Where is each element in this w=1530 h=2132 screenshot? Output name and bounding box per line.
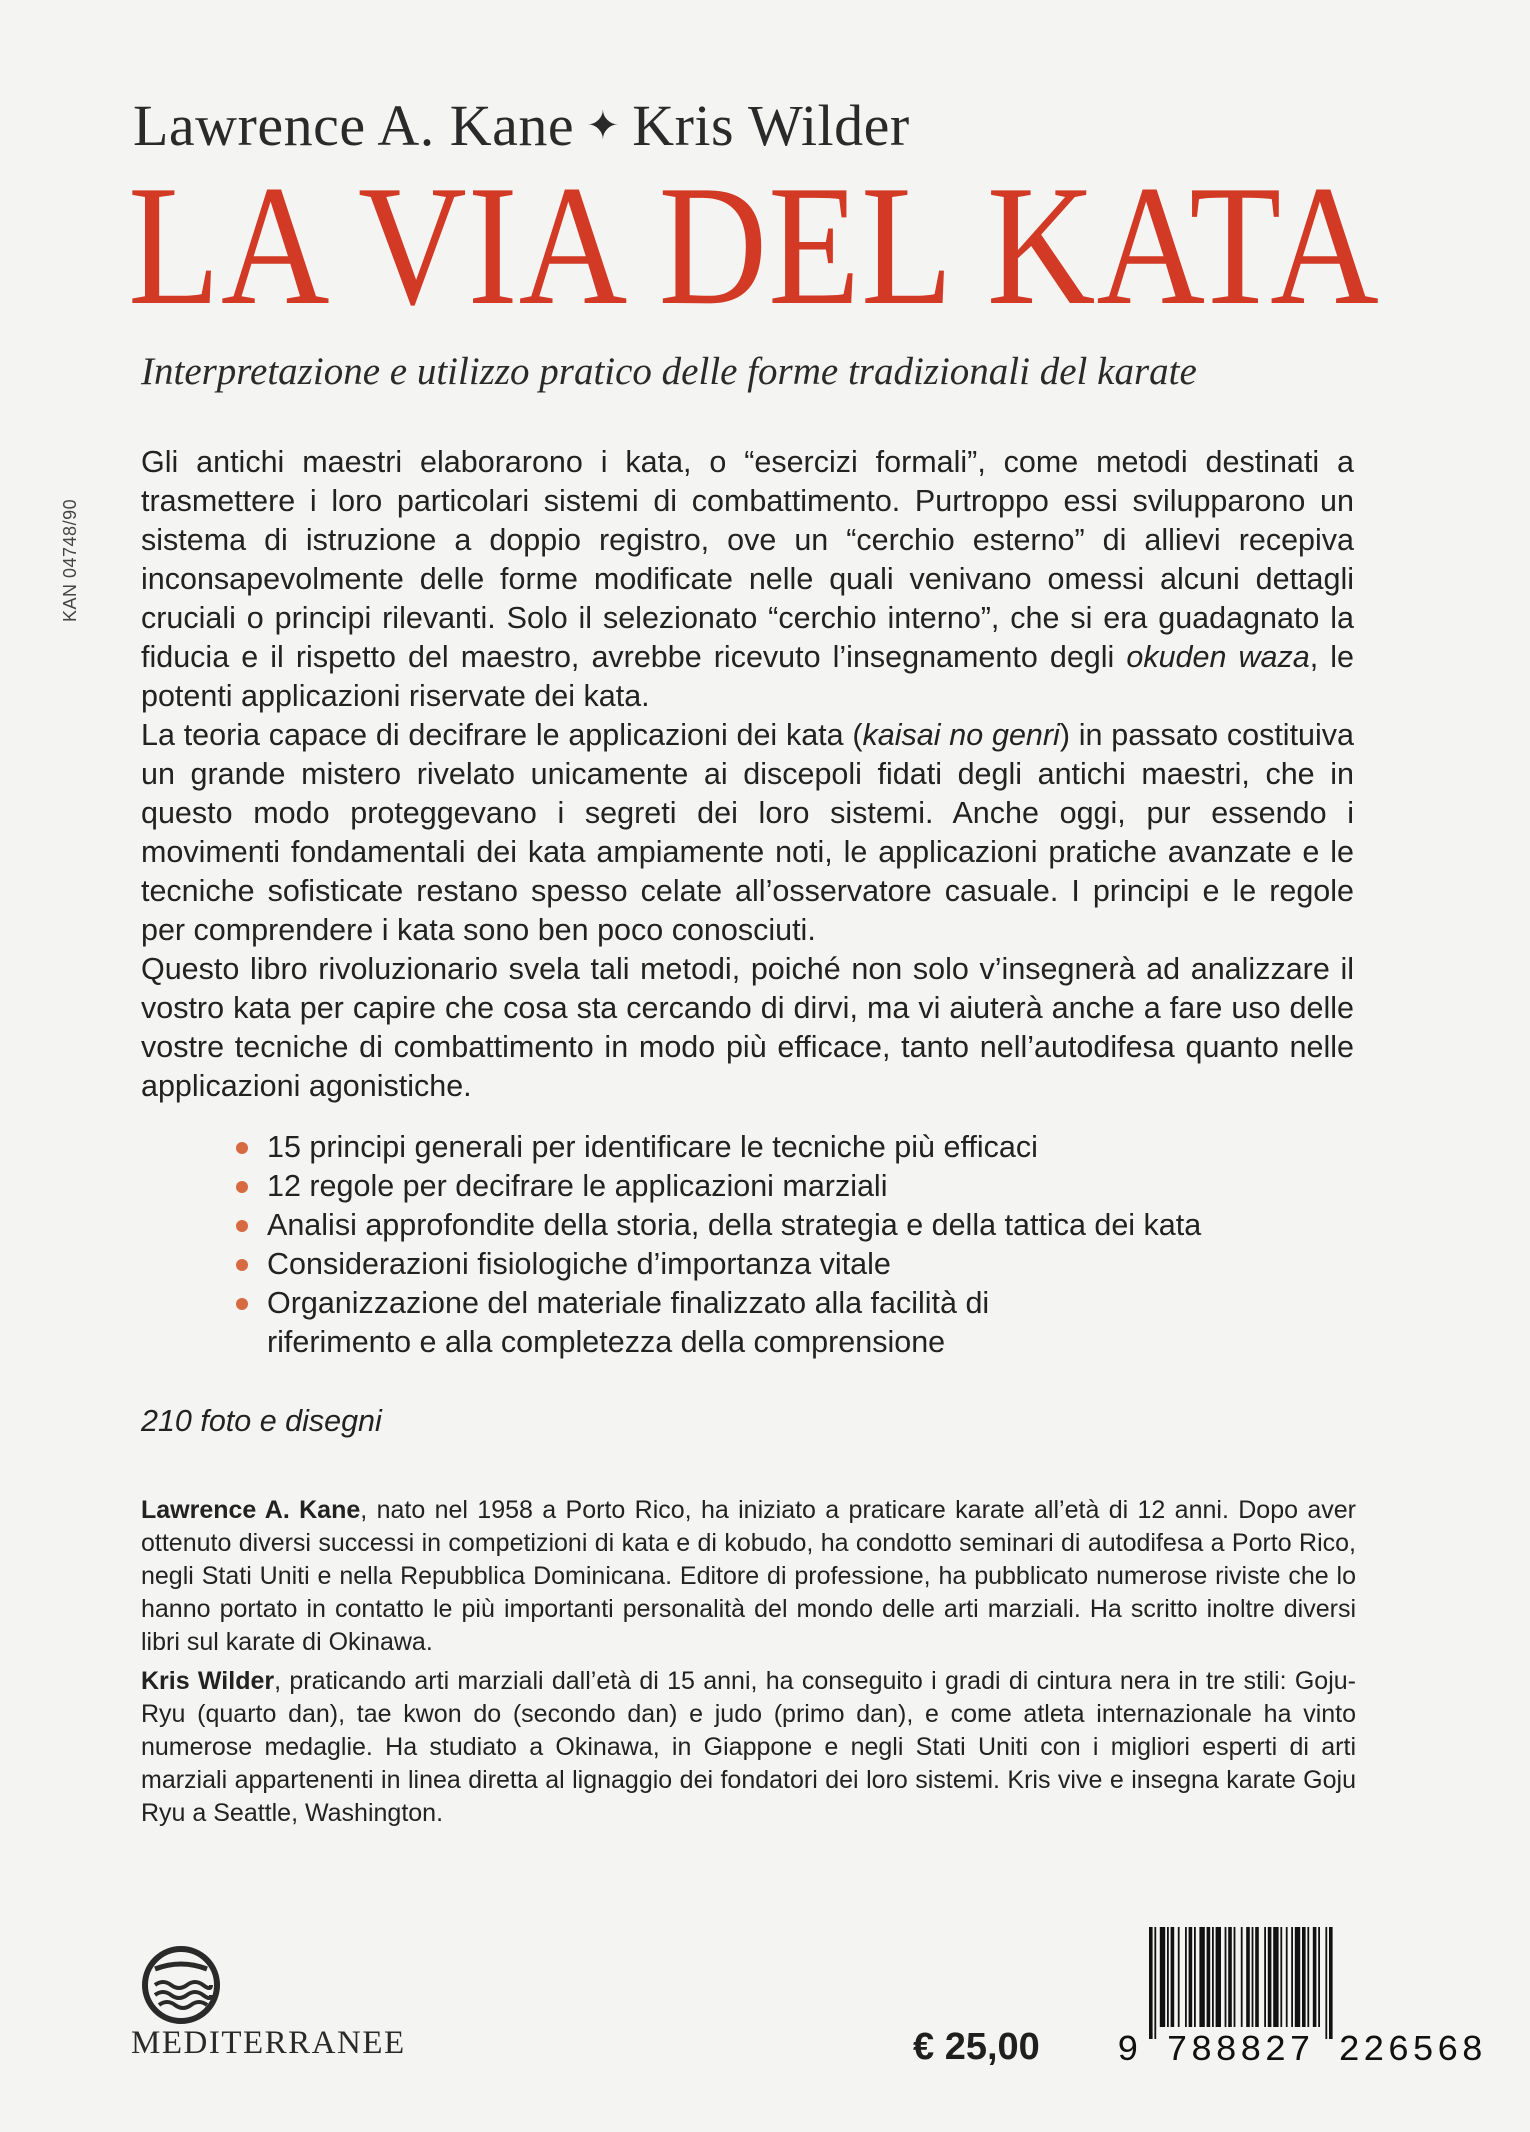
barcode-bar	[1246, 1927, 1250, 2027]
barcode-bar	[1295, 1927, 1300, 2027]
barcode-bar	[1291, 1927, 1293, 2027]
bio-wilder	[141, 1665, 1356, 1830]
barcode-bar	[1302, 1927, 1306, 2027]
barcode-bar	[1252, 1927, 1254, 2027]
barcode-bar	[1154, 1927, 1156, 2039]
publisher-name: MEDITERRANEE	[131, 2025, 406, 2061]
barcode-bar	[1329, 1927, 1333, 2039]
barcode-bar	[1255, 1927, 1259, 2027]
barcode-bar	[1160, 1927, 1165, 2027]
barcode-bar	[1318, 1927, 1320, 2027]
description-text: , le potenti applicazioni riservate dei kata.	[141, 640, 1355, 713]
barcode-bar	[1264, 1927, 1266, 2027]
author-name-2: Kris Wilder	[632, 93, 910, 158]
barcode-bar	[1307, 1927, 1309, 2027]
barcode-bar	[1212, 1927, 1214, 2027]
bio-name: Lawrence A. Kane	[141, 1496, 361, 1524]
feature-text: 12 regole per decifrare le applicazioni marziali	[267, 1169, 888, 1203]
description-emphasis: kaisai no genri	[862, 718, 1060, 752]
description-text: Gli antichi maestri elaborarono i kata, o “esercizi formali”, come metodi destinati a trasmettere i loro particolari sistemi di combattimento. Purtroppo essi svilupparono un sistema di istruzione a doppio registro, ove un “cerchio esterno” di allievi recepiva inconsapevolmente delle forme modificate nelle quali venivano omessi alcuni dettagli cruciali o principi rilevanti. Solo il selezionato “cerchio interno”, che si era guadagnato la fiducia e il rispetto del maestro, avrebbe ricevuto l’insegnamento degli	[141, 445, 1354, 674]
description-paragraph-3: Questo libro rivoluzionario svela tali metodi, poiché non solo v’insegnerà ad analizzare il vostro kata per capire che cosa sta cercando di dirvi, ma vi aiuterà anche a fare uso delle vostre tecniche di combattimento in modo più efficace, tanto nell’autodifesa quanto nelle applicazioni agonistiche.	[141, 952, 1354, 1103]
barcode-bar	[1225, 1927, 1227, 2027]
barcode-bar	[1216, 1927, 1221, 2027]
feature-item	[234, 1206, 1364, 1245]
feature-item	[234, 1167, 1364, 1206]
barcode-bar	[1273, 1927, 1278, 2027]
barcode-bar	[1199, 1927, 1204, 2027]
author-name-1: Lawrence A. Kane	[133, 93, 575, 158]
feature-item	[234, 1245, 1364, 1284]
bio-text: , nato nel 1958 a Porto Rico, ha iniziato a praticare karate all’età di 12 anni. Dopo aver ottenuto diversi successi in competizioni di kata e di kobudo, ha condotto seminari di autodifesa a Porto Rico, negli Stati Uniti e nella Repubblica Dominicana. Editore di professione, ha pubblicato numerose riviste che lo hanno portato in contatto le più importanti personalità del mondo delle arti marziali. Ha scritto inoltre diversi libri sul karate di Okinawa.	[141, 1496, 1357, 1656]
bullet-dot-icon	[236, 1259, 248, 1271]
barcode-bar	[1268, 1927, 1272, 2027]
barcode-bar	[1313, 1927, 1317, 2027]
bullet-dot-icon	[236, 1298, 248, 1310]
price-label: € 25,00	[913, 2026, 1040, 2068]
description	[141, 443, 1354, 1106]
barcode-bar	[1207, 1927, 1211, 2027]
barcode-icon	[1147, 1927, 1465, 2039]
description-emphasis: okuden waza	[1126, 640, 1310, 674]
barcode-bar	[1286, 1927, 1288, 2027]
bullet-dot-icon	[236, 1142, 248, 1154]
barcode-bar	[1178, 1927, 1180, 2027]
description-text: ) in passato costituiva un grande mistero rivelato unicamente ai discepoli fidati degli antichi maestri, che in questo modo proteggevano i segreti dei loro sistemi. Anche oggi, pur essendo i movimenti fondamentali dei kata ampiamente noti, le applicazioni pratiche avanzate e le tecniche sofisticate restano spesso celate all’osservatore casuale. I principi e le regole per comprendere i kata sono ben poco conosciuti.	[141, 718, 1355, 947]
author-bios	[141, 1494, 1356, 1836]
barcode-bar	[1241, 1927, 1243, 2027]
feature-text: Analisi approfondite della storia, della strategia e della tattica dei kata	[267, 1208, 1202, 1242]
barcode	[1117, 1927, 1487, 2077]
barcode-bar	[1185, 1927, 1187, 2027]
description-paragraph-1	[141, 443, 1354, 716]
author-separator: ✦	[586, 103, 621, 148]
description-paragraph-2	[141, 716, 1354, 950]
bio-text: , praticando arti marziali dall’età di 15 anni, ha conseguito i gradi di cintura nera in tre stili: Goju-Ryu (quarto dan), tae kwon do (secondo dan) e judo (primo dan), e come atleta internazionale ha vinto numerose medaglie. Ha studiato a Okinawa, in Giappone e negli Stati Uniti con i migliori esperti di arti marziali appartenenti in linea diretta al lignaggio dei fondatori dei loro sistemi. Kris vive e insegna karate Goju Ryu a Seattle, Washington.	[141, 1667, 1356, 1827]
photos-note: 210 foto e disegni	[141, 1404, 382, 1438]
barcode-bar	[1280, 1927, 1282, 2027]
feature-item	[234, 1128, 1364, 1167]
bio-name: Kris Wilder	[141, 1667, 275, 1695]
side-code: KAN 04748/90	[60, 498, 80, 622]
feature-text: Considerazioni fisiologiche d’importanza vitale	[267, 1247, 891, 1281]
barcode-bar	[1171, 1927, 1175, 2027]
barcode-number: 9 788827 226568	[1117, 2030, 1487, 2071]
book-subtitle: Interpretazione e utilizzo pratico delle forme tradizionali del karate	[141, 350, 1197, 393]
authors-line	[133, 92, 910, 159]
wave-circle-logo-icon	[141, 1945, 221, 2025]
feature-text: 15 principi generali per identificare le tecniche più efficaci	[267, 1130, 1038, 1164]
bio-kane	[141, 1494, 1356, 1659]
bullet-dot-icon	[236, 1181, 248, 1193]
barcode-bar	[1167, 1927, 1169, 2027]
barcode-bar	[1234, 1927, 1236, 2027]
feature-text: Organizzazione del materiale finalizzato alla facilità di riferimento e alla completezza della comprensione	[267, 1286, 990, 1359]
bullet-dot-icon	[236, 1220, 248, 1232]
feature-list	[234, 1128, 1364, 1362]
description-text: La teoria capace di decifrare le applicazioni dei kata (	[141, 718, 863, 752]
barcode-bar	[1194, 1927, 1196, 2027]
feature-item	[234, 1284, 1364, 1362]
barcode-bar	[1149, 1927, 1153, 2039]
barcode-bar	[1189, 1927, 1193, 2027]
barcode-bar	[1325, 1927, 1327, 2039]
book-title: LA VIA DEL KATA	[128, 151, 1380, 341]
barcode-bar	[1228, 1927, 1232, 2027]
